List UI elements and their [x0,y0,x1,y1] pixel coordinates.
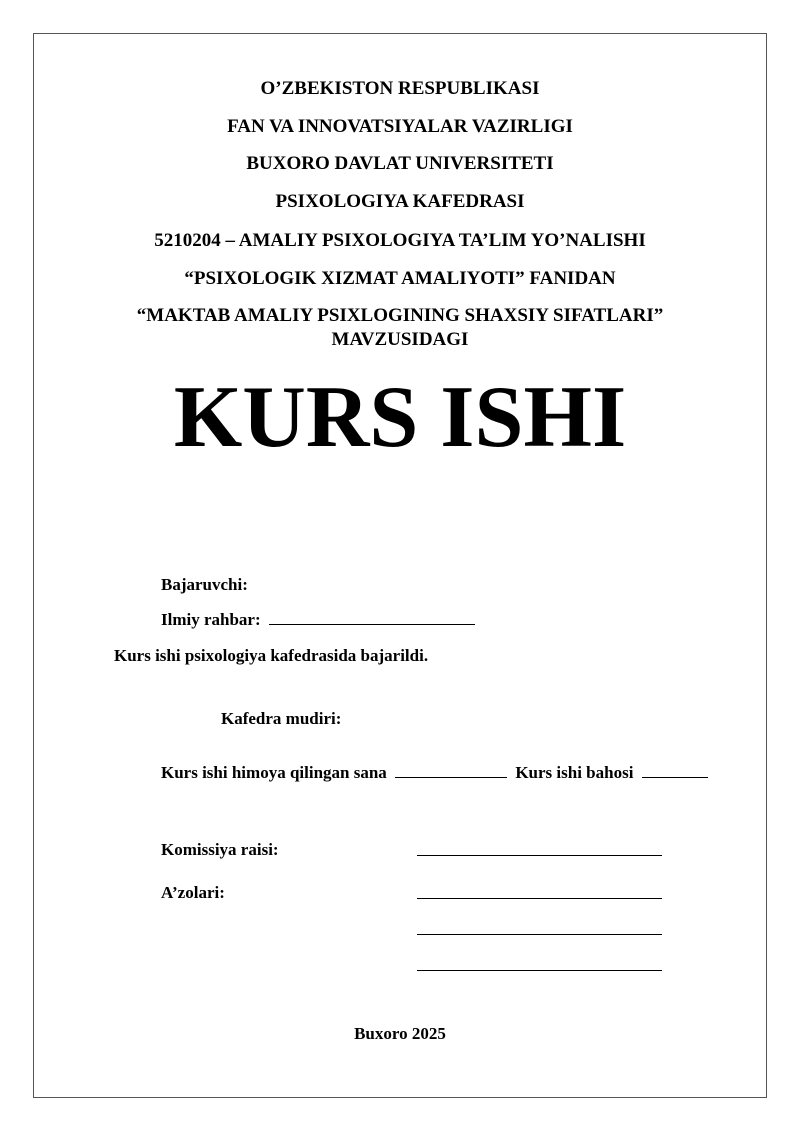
defense-date-label: Kurs ishi himoya qilingan sana [161,763,387,782]
defense-row [161,761,708,784]
performer-label: Bajaruvchi: [161,575,248,594]
member-signature-line [417,934,662,935]
commission-chair-label: Komissiya raisi: [161,840,279,859]
header-line-topic-suffix: MAVZUSIDAGI [331,329,469,350]
grade-label: Kurs ishi bahosi [515,763,634,782]
header-line-university: BUXORO DAVLAT UNIVERSITETI [246,153,554,174]
supervisor-blank [269,608,475,625]
header-line-ministry: FAN VA INNOVATSIYALAR VAZIRLIGI [227,116,573,137]
completed-note: Kurs ishi psixologiya kafedrasida bajarildi. [114,646,429,665]
supervisor-row [161,608,475,631]
member-signature-line [417,898,662,899]
supervisor-label: Ilmiy rahbar: [161,610,261,629]
member-signature-line [417,970,662,971]
header-line-topic: “MAKTAB AMALIY PSIXLOGINING SHAXSIY SIFATLARI” [136,305,664,326]
defense-date-blank [395,761,507,778]
document-title: KURS ISHI [173,369,627,466]
header-line-department: PSIXOLOGIYA KAFEDRASI [275,191,525,212]
grade-blank [642,761,708,778]
members-label: A’zolari: [161,883,225,902]
header-line-specialty: 5210204 – AMALIY PSIXOLOGIYA TA’LIM YO’NALISHI [154,230,646,251]
head-label: Kafedra mudiri: [221,709,342,728]
header-line-country: O’ZBEKISTON RESPUBLIKASI [260,78,540,99]
city-year: Buxoro 2025 [354,1024,446,1043]
header-line-subject: “PSIXOLOGIK XIZMAT AMALIYOTI” FANIDAN [184,268,616,289]
commission-chair-signature-line [417,855,662,856]
